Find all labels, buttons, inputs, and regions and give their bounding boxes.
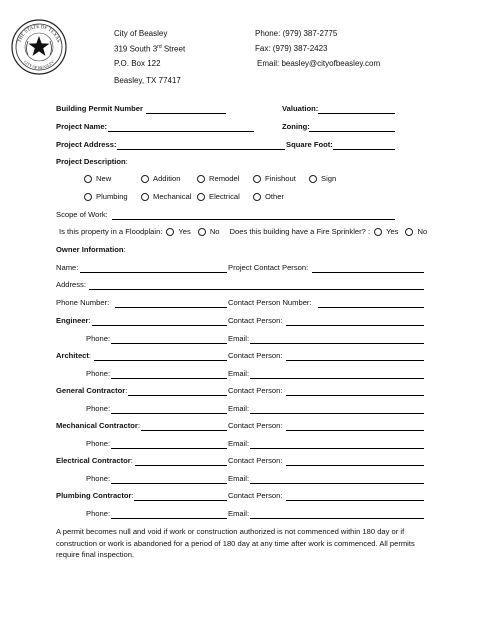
square-foot-field[interactable] (333, 149, 395, 150)
mechanical-contractor-field[interactable] (141, 430, 227, 431)
architect-phone-label: Phone: (86, 369, 111, 378)
floodplain-no-label: No (209, 227, 220, 236)
mechanical-contractor-email-label: Email: (228, 439, 250, 448)
permit-notice: A permit becomes null and void if work or construction authorized is not commenced within 180 day or if construction or work is abandoned for a period of 180 day at any time after work is commenced. All permits require final inspection. (56, 527, 415, 559)
mechanical-contractor-colon: : (137, 421, 140, 430)
architect-label (56, 351, 91, 360)
fax-number: Fax: (979) 387-2423 (255, 44, 328, 53)
project-address-field[interactable] (117, 149, 285, 150)
option-electrical-label: Electrical (209, 192, 240, 201)
option-other-label: Other (265, 192, 284, 201)
project-address-label: Project Address: (56, 140, 117, 149)
general-contractor-field[interactable] (128, 395, 227, 396)
zoning-label: Zoning: (282, 122, 310, 131)
architect-text: Architect (56, 351, 89, 360)
radio-circle-icon[interactable] (405, 228, 413, 236)
radio-circle-icon[interactable] (309, 175, 317, 183)
zoning-field[interactable] (309, 131, 395, 132)
general-contractor-phone-label: Phone: (86, 404, 111, 413)
mechanical-contractor-phone-label: Phone: (86, 439, 111, 448)
plumbing-contractor-email-field[interactable] (250, 518, 424, 519)
sprinkler-question: Does this building have a Fire Sprinkler? : (229, 227, 371, 236)
floodplain-row (59, 227, 427, 236)
electrical-contractor-contact-label: Contact Person: (228, 456, 283, 465)
email-address: Email: beasley@cityofbeasley.com (257, 59, 381, 68)
project-description-text: Project Description (56, 157, 126, 166)
radio-circle-icon[interactable] (141, 175, 149, 183)
electrical-contractor-phone-field[interactable] (111, 483, 227, 484)
radio-circle-icon[interactable] (374, 228, 382, 236)
option-mechanical-label: Mechanical (153, 192, 192, 201)
option-addition[interactable] (141, 174, 180, 183)
general-contractor-phone-field[interactable] (111, 413, 227, 414)
option-remodel-label: Remodel (209, 174, 240, 183)
mechanical-contractor-contact-label: Contact Person: (228, 421, 283, 430)
radio-circle-icon[interactable] (166, 228, 174, 236)
contact-person-number-field[interactable] (318, 307, 424, 308)
radio-circle-icon[interactable] (198, 228, 206, 236)
owner-name-field[interactable] (80, 272, 227, 273)
owner-information-colon: : (123, 245, 126, 254)
engineer-text: Engineer (56, 316, 89, 325)
electrical-contractor-text: Electrical Contractor (56, 456, 131, 465)
engineer-contact-label: Contact Person: (228, 316, 283, 325)
scope-of-work-label: Scope of Work: (56, 210, 108, 219)
mechanical-contractor-email-field[interactable] (250, 448, 424, 449)
general-contractor-email-field[interactable] (250, 413, 424, 414)
radio-circle-icon[interactable] (197, 193, 205, 201)
owner-information-text: Owner Information (56, 245, 124, 254)
plumbing-contractor-phone-label: Phone: (86, 509, 111, 518)
project-contact-person-field[interactable] (312, 272, 424, 273)
plumbing-contractor-email-label: Email: (228, 509, 250, 518)
engineer-label (56, 316, 91, 325)
city-state-zip: Beasley, TX 77417 (114, 76, 181, 85)
architect-colon: : (88, 351, 92, 360)
engineer-email-field[interactable] (250, 343, 424, 344)
engineer-field[interactable] (92, 325, 227, 326)
general-contractor-colon: : (125, 386, 128, 395)
general-contractor-contact-label: Contact Person: (228, 386, 283, 395)
electrical-contractor-email-label: Email: (228, 474, 250, 483)
valuation-label: Valuation: (282, 104, 319, 113)
radio-circle-icon[interactable] (253, 193, 261, 201)
seal-bottom-text: CITY OF BEASLEY (23, 59, 55, 71)
engineer-phone-label: Phone: (86, 334, 111, 343)
radio-circle-icon[interactable] (141, 193, 149, 201)
architect-field[interactable] (94, 360, 227, 361)
plumbing-contractor-colon: : (131, 491, 134, 500)
sprinkler-yes-label: Yes (386, 227, 399, 236)
mechanical-contractor-text: Mechanical Contractor (56, 421, 138, 430)
general-contractor-text: General Contractor (56, 386, 126, 395)
option-sign[interactable] (309, 174, 336, 183)
general-contractor-contact-field[interactable] (286, 395, 424, 396)
radio-circle-icon[interactable] (84, 193, 92, 201)
phone-number: Phone: (979) 387-2775 (255, 29, 338, 38)
architect-email-label: Email: (228, 369, 250, 378)
owner-address-field[interactable] (89, 289, 424, 290)
seal-top-text: THE STATE OF TEXAS (17, 24, 61, 44)
plumbing-contractor-label (56, 491, 134, 500)
electrical-contractor-label (56, 456, 133, 465)
street-suffix: Street (161, 44, 186, 54)
project-name-field[interactable] (108, 131, 254, 132)
plumbing-contractor-text: Plumbing Contractor (56, 491, 132, 500)
option-remodel[interactable] (197, 174, 239, 183)
mechanical-contractor-contact-field[interactable] (286, 430, 424, 431)
valuation-field[interactable] (318, 113, 395, 114)
option-plumbing-label: Plumbing (96, 192, 128, 201)
electrical-contractor-colon: : (130, 456, 133, 465)
owner-address-label: Address: (56, 280, 86, 289)
engineer-email-label: Email: (228, 334, 250, 343)
owner-phone-field[interactable] (115, 307, 227, 308)
electrical-contractor-email-field[interactable] (250, 483, 424, 484)
contact-person-number-label: Contact Person Number: (228, 298, 312, 307)
owner-information-heading (56, 245, 126, 254)
permit-number-label: Building Permit Number (56, 104, 143, 113)
project-name-label: Project Name: (56, 122, 108, 131)
architect-contact-field[interactable] (286, 360, 424, 361)
electrical-contractor-contact-field[interactable] (286, 465, 424, 466)
floodplain-yes-label: Yes (178, 227, 191, 236)
plumbing-contractor-phone-field[interactable] (111, 518, 227, 519)
general-contractor-email-label: Email: (228, 404, 250, 413)
project-description-label (56, 157, 128, 166)
po-box: P.O. Box 122 (114, 59, 161, 68)
radio-circle-icon[interactable] (253, 175, 261, 183)
engineer-contact-field[interactable] (286, 325, 424, 326)
engineer-phone-field[interactable] (111, 343, 227, 344)
scope-of-work-field[interactable] (112, 219, 395, 220)
street-ordinal-suffix: rd (157, 44, 162, 50)
architect-contact-label: Contact Person: (228, 351, 283, 360)
option-addition-label: Addition (153, 174, 181, 183)
option-finishout[interactable] (253, 174, 296, 183)
general-contractor-label (56, 386, 127, 395)
city-name: City of Beasley (114, 29, 168, 38)
option-other[interactable] (253, 192, 284, 201)
mechanical-contractor-label (56, 421, 140, 430)
city-seal (11, 19, 67, 75)
engineer-colon: : (88, 316, 91, 325)
floodplain-question: Is this property in a Floodplain: (59, 227, 163, 236)
electrical-contractor-phone-label: Phone: (86, 474, 111, 483)
owner-phone-label: Phone Number: (56, 298, 110, 307)
plumbing-contractor-contact-label: Contact Person: (228, 491, 283, 500)
electrical-contractor-field[interactable] (135, 465, 227, 466)
sprinkler-no-label: No (417, 227, 428, 236)
project-contact-person-label: Project Contact Person: (228, 263, 309, 272)
option-sign-label: Sign (321, 174, 337, 183)
option-plumbing[interactable] (84, 192, 128, 201)
architect-email-field[interactable] (250, 378, 424, 379)
street-address (114, 44, 185, 54)
option-new[interactable] (84, 174, 111, 183)
option-electrical[interactable] (197, 192, 240, 201)
option-new-label: New (96, 174, 112, 183)
permit-number-field[interactable] (146, 113, 226, 114)
option-finishout-label: Finishout (265, 174, 296, 183)
radio-circle-icon[interactable] (84, 175, 92, 183)
option-mechanical[interactable] (141, 192, 191, 201)
plumbing-contractor-contact-field[interactable] (286, 500, 424, 501)
star-icon (29, 36, 50, 56)
radio-circle-icon[interactable] (197, 175, 205, 183)
mechanical-contractor-phone-field[interactable] (111, 448, 227, 449)
street-prefix: 319 South 3 (114, 44, 158, 54)
square-foot-label: Square Foot: (286, 140, 333, 149)
plumbing-contractor-field[interactable] (134, 500, 227, 501)
architect-phone-field[interactable] (111, 378, 227, 379)
project-description-colon: : (125, 157, 128, 166)
owner-name-label: Name: (56, 263, 79, 272)
